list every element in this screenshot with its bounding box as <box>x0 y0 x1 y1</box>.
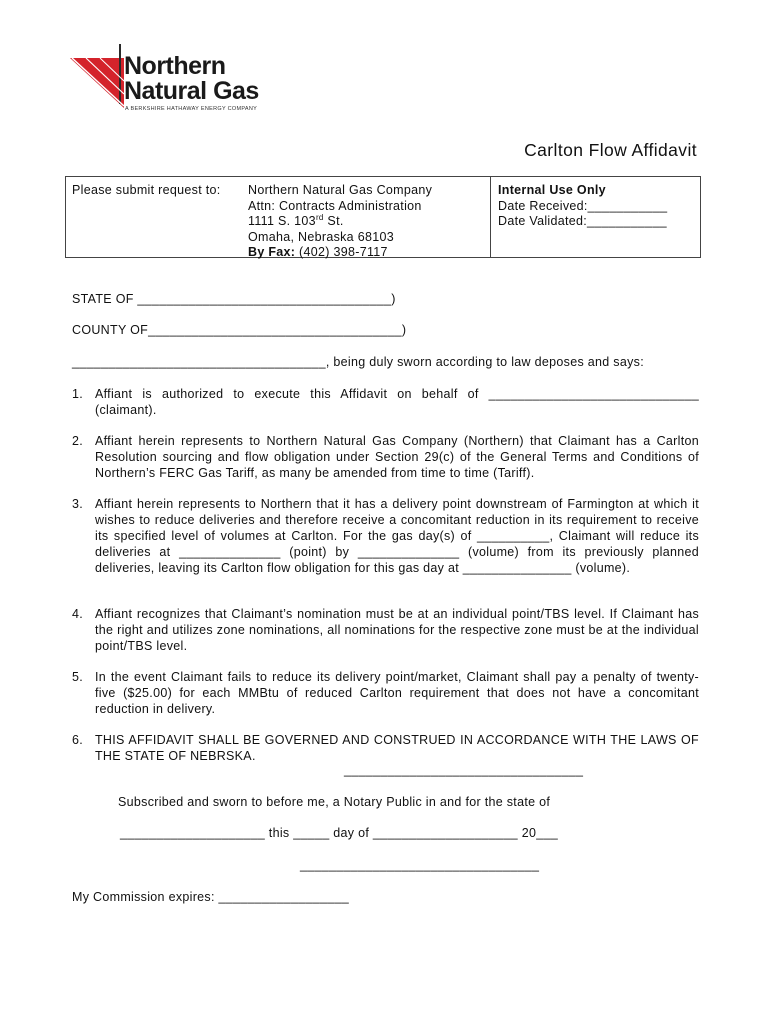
affidavit-item-5: 5. In the event Claimant fails to reduce its delivery point/market, Claimant shall pay a penalty of twenty-five ($25.00) for each MMBtu of reduced Carlton requirement that does not have a concomitant reduction in delivery. <box>72 670 699 716</box>
notary-statement: Subscribed and sworn to before me, a Notary Public in and for the state of <box>118 795 551 809</box>
date-validated-field[interactable]: Date Validated:___________ <box>498 214 667 228</box>
submit-request-box <box>65 176 701 258</box>
city-line: Omaha, Nebraska 68103 <box>248 229 394 244</box>
logo-line2: Natural Gas <box>124 77 259 105</box>
street-line: 1111 S. 103rd St. <box>248 212 344 228</box>
state-field[interactable]: STATE OF ___________________________________) <box>72 292 396 306</box>
fax-label: By Fax: <box>248 245 296 259</box>
affiant-name-field[interactable]: ___________________________________, being duly sworn according to law deposes and says: <box>72 355 644 369</box>
northern-natural-gas-logo <box>68 44 268 124</box>
company-name: Northern Natural Gas Company <box>248 183 433 197</box>
date-received-field[interactable]: Date Received:___________ <box>498 198 668 213</box>
affidavit-item-6: 6. THIS AFFIDAVIT SHALL BE GOVERNED AND CONSTRUED IN ACCORDANCE WITH THE LAWS OF THE STATE OF NEBRSKA. <box>72 733 699 763</box>
box-divider <box>490 177 491 257</box>
logo-triangle-icon <box>68 44 128 114</box>
notary-date-line[interactable]: ____________________ this _____ day of ____________________ 20___ <box>120 826 558 840</box>
logo-line1: Northern <box>124 52 226 80</box>
fax-line <box>248 245 432 261</box>
internal-use-title: Internal Use Only <box>498 183 606 197</box>
commission-expires-field[interactable]: My Commission expires: __________________ <box>72 890 350 904</box>
affidavit-item-4: 4. Affiant recognizes that Claimant’s nomination must be at an individual point/TBS level. If Claimant has the right and utilizes zone nominations, all nominations for the respective zone must be at the individual point/TBS level. <box>72 607 699 653</box>
logo-tagline: A BERKSHIRE HATHAWAY ENERGY COMPANY <box>125 106 258 112</box>
fax-number: (402) 398-7117 <box>295 245 388 259</box>
submit-address <box>248 183 432 261</box>
affidavit-item-3: 3. Affiant herein represents to Northern that it has a delivery point downstream of Farmington at which it wishes to reduce deliveries and therefore receive a concomitant reduction in its requirement to receive its specified level of volumes at Carlton. For the gas day(s) of __________, Claimant will reduce its deliveries at ______________ (point) by ______________ (volume) from its previously planned deliveries, leaving its Carlton flow obligation for this gas day at _______________ (volume). <box>72 497 699 575</box>
document-title: Carlton Flow Affidavit <box>524 140 697 160</box>
affidavit-item-2: 2. Affiant herein represents to Northern Natural Gas Company (Northern) that Claimant has a Carlton Resolution sourcing and flow obligation under Section 29(c) of the General Terms and Conditions of Northern’s FERC Gas Tariff, as many be amended from time to time (Tariff). <box>72 434 699 480</box>
county-field[interactable]: COUNTY OF___________________________________) <box>72 323 407 337</box>
submit-label: Please submit request to: <box>72 183 221 197</box>
internal-use-section <box>498 183 667 230</box>
affidavit-item-1: 1. Affiant is authorized to execute this Affidavit on behalf of _____________________________ (claimant). <box>72 387 699 417</box>
attn-line: Attn: Contracts Administration <box>248 198 422 213</box>
notary-signature-line[interactable]: _________________________________ <box>300 858 540 872</box>
affiant-signature-line[interactable]: _________________________________ <box>344 763 584 777</box>
